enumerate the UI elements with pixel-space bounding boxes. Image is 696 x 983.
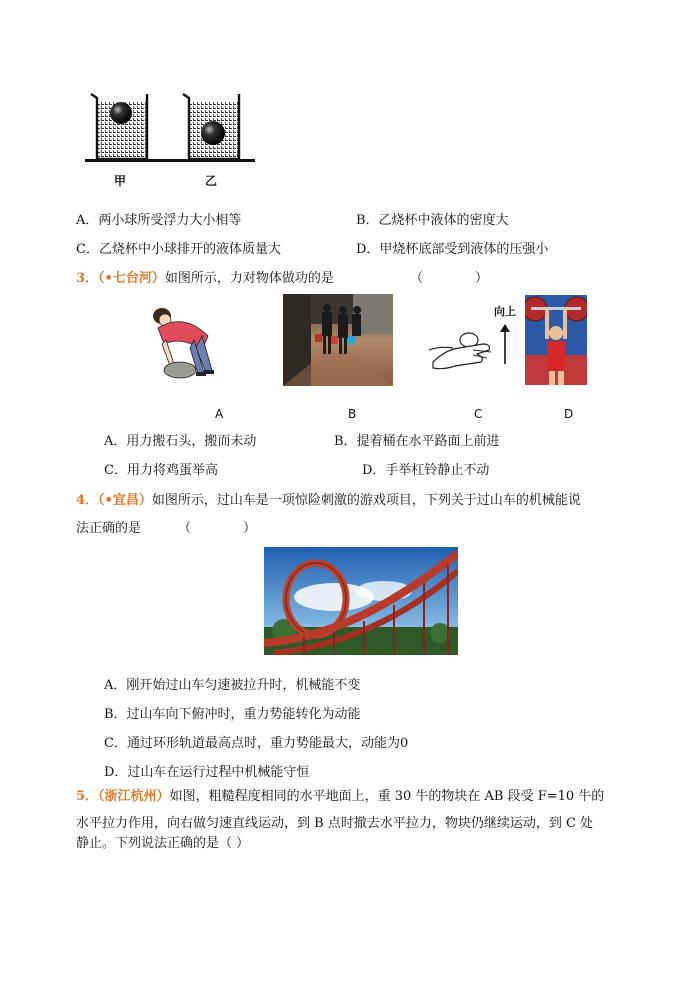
q3-option-c: C．用力将鸡蛋举高	[104, 463, 218, 478]
beaker-yi	[183, 94, 239, 159]
q3-source: （•七台河）	[98, 271, 165, 286]
q4-option-d: D．过山车在运行过程中机械能守恒	[104, 765, 310, 780]
q2-option-b: B．乙烧杯中液体的密度大	[356, 213, 509, 228]
q2-option-d: D．甲烧杯底部受到液体的压强小	[356, 242, 549, 257]
q4-option-b: B．过山车向下俯冲时，重力势能转化为动能	[104, 707, 361, 722]
q4-answer-blank: （ ）	[178, 521, 257, 536]
image-a-lifting-stone	[148, 300, 222, 382]
q4-source: （•宜昌）	[98, 493, 152, 508]
image-label-c: C	[474, 407, 483, 421]
q3-option-d: D．手举杠铃静止不动	[362, 463, 490, 478]
image-d-weightlifter	[525, 295, 587, 385]
beaker-jia	[91, 94, 147, 159]
q4-stem-line1	[76, 492, 581, 510]
q5-source: （浙江杭州）	[98, 789, 170, 804]
beaker-figure	[85, 88, 255, 192]
q2-option-a: A．两小球所受浮力大小相等	[76, 213, 242, 228]
q5-text1: 如图，粗糙程度相同的水平地面上，重 30 牛的物块在 AB 段受 F=10 牛的	[169, 789, 605, 804]
q5-line2: 水平拉力作用，向右做匀速直线运动，到 B 点时撤去水平拉力，物块仍继续运动，到 C 处	[76, 816, 594, 831]
ball-jia	[110, 102, 132, 124]
q3-stem-text: 如图所示，力对物体做功的是	[164, 271, 334, 286]
q3-option-b: B．提着桶在水平路面上前进	[334, 434, 500, 449]
ball-yi	[201, 121, 225, 145]
q4-option-a: A．刚开始过山车匀速被拉升时，机械能不变	[104, 678, 361, 693]
image-b-carrying-bucket	[283, 294, 393, 386]
label-jia: 甲	[114, 174, 127, 188]
q3-option-a: A．用力搬石头，搬而未动	[104, 434, 257, 449]
q3-number: 3．	[76, 271, 99, 286]
q3-answer-blank: （ ）	[410, 271, 489, 286]
q4-stem-line2: 法正确的是	[76, 521, 142, 536]
q4-stem-text1: 如图所示，过山车是一项惊险刺激的游戏项目，下列关于过山车的机械能说	[151, 493, 581, 508]
image-label-a: A	[215, 407, 224, 421]
arrow-label-up: 向上	[494, 305, 516, 318]
q3-stem	[76, 270, 334, 288]
label-yi: 乙	[205, 174, 218, 188]
q5-line1	[76, 788, 604, 806]
q5-number: 5．	[76, 789, 99, 804]
image-label-d: D	[564, 407, 574, 421]
image-label-b: B	[348, 407, 357, 421]
q5-line3: 静止。下列说法正确的是（ ）	[76, 836, 250, 851]
image-roller-coaster	[264, 547, 458, 655]
q2-option-c: C．乙烧杯中小球排开的液体质量大	[76, 242, 281, 257]
q4-number: 4．	[76, 493, 99, 508]
q4-option-c: C．通过环形轨道最高点时，重力势能最大，动能为0	[104, 736, 409, 751]
